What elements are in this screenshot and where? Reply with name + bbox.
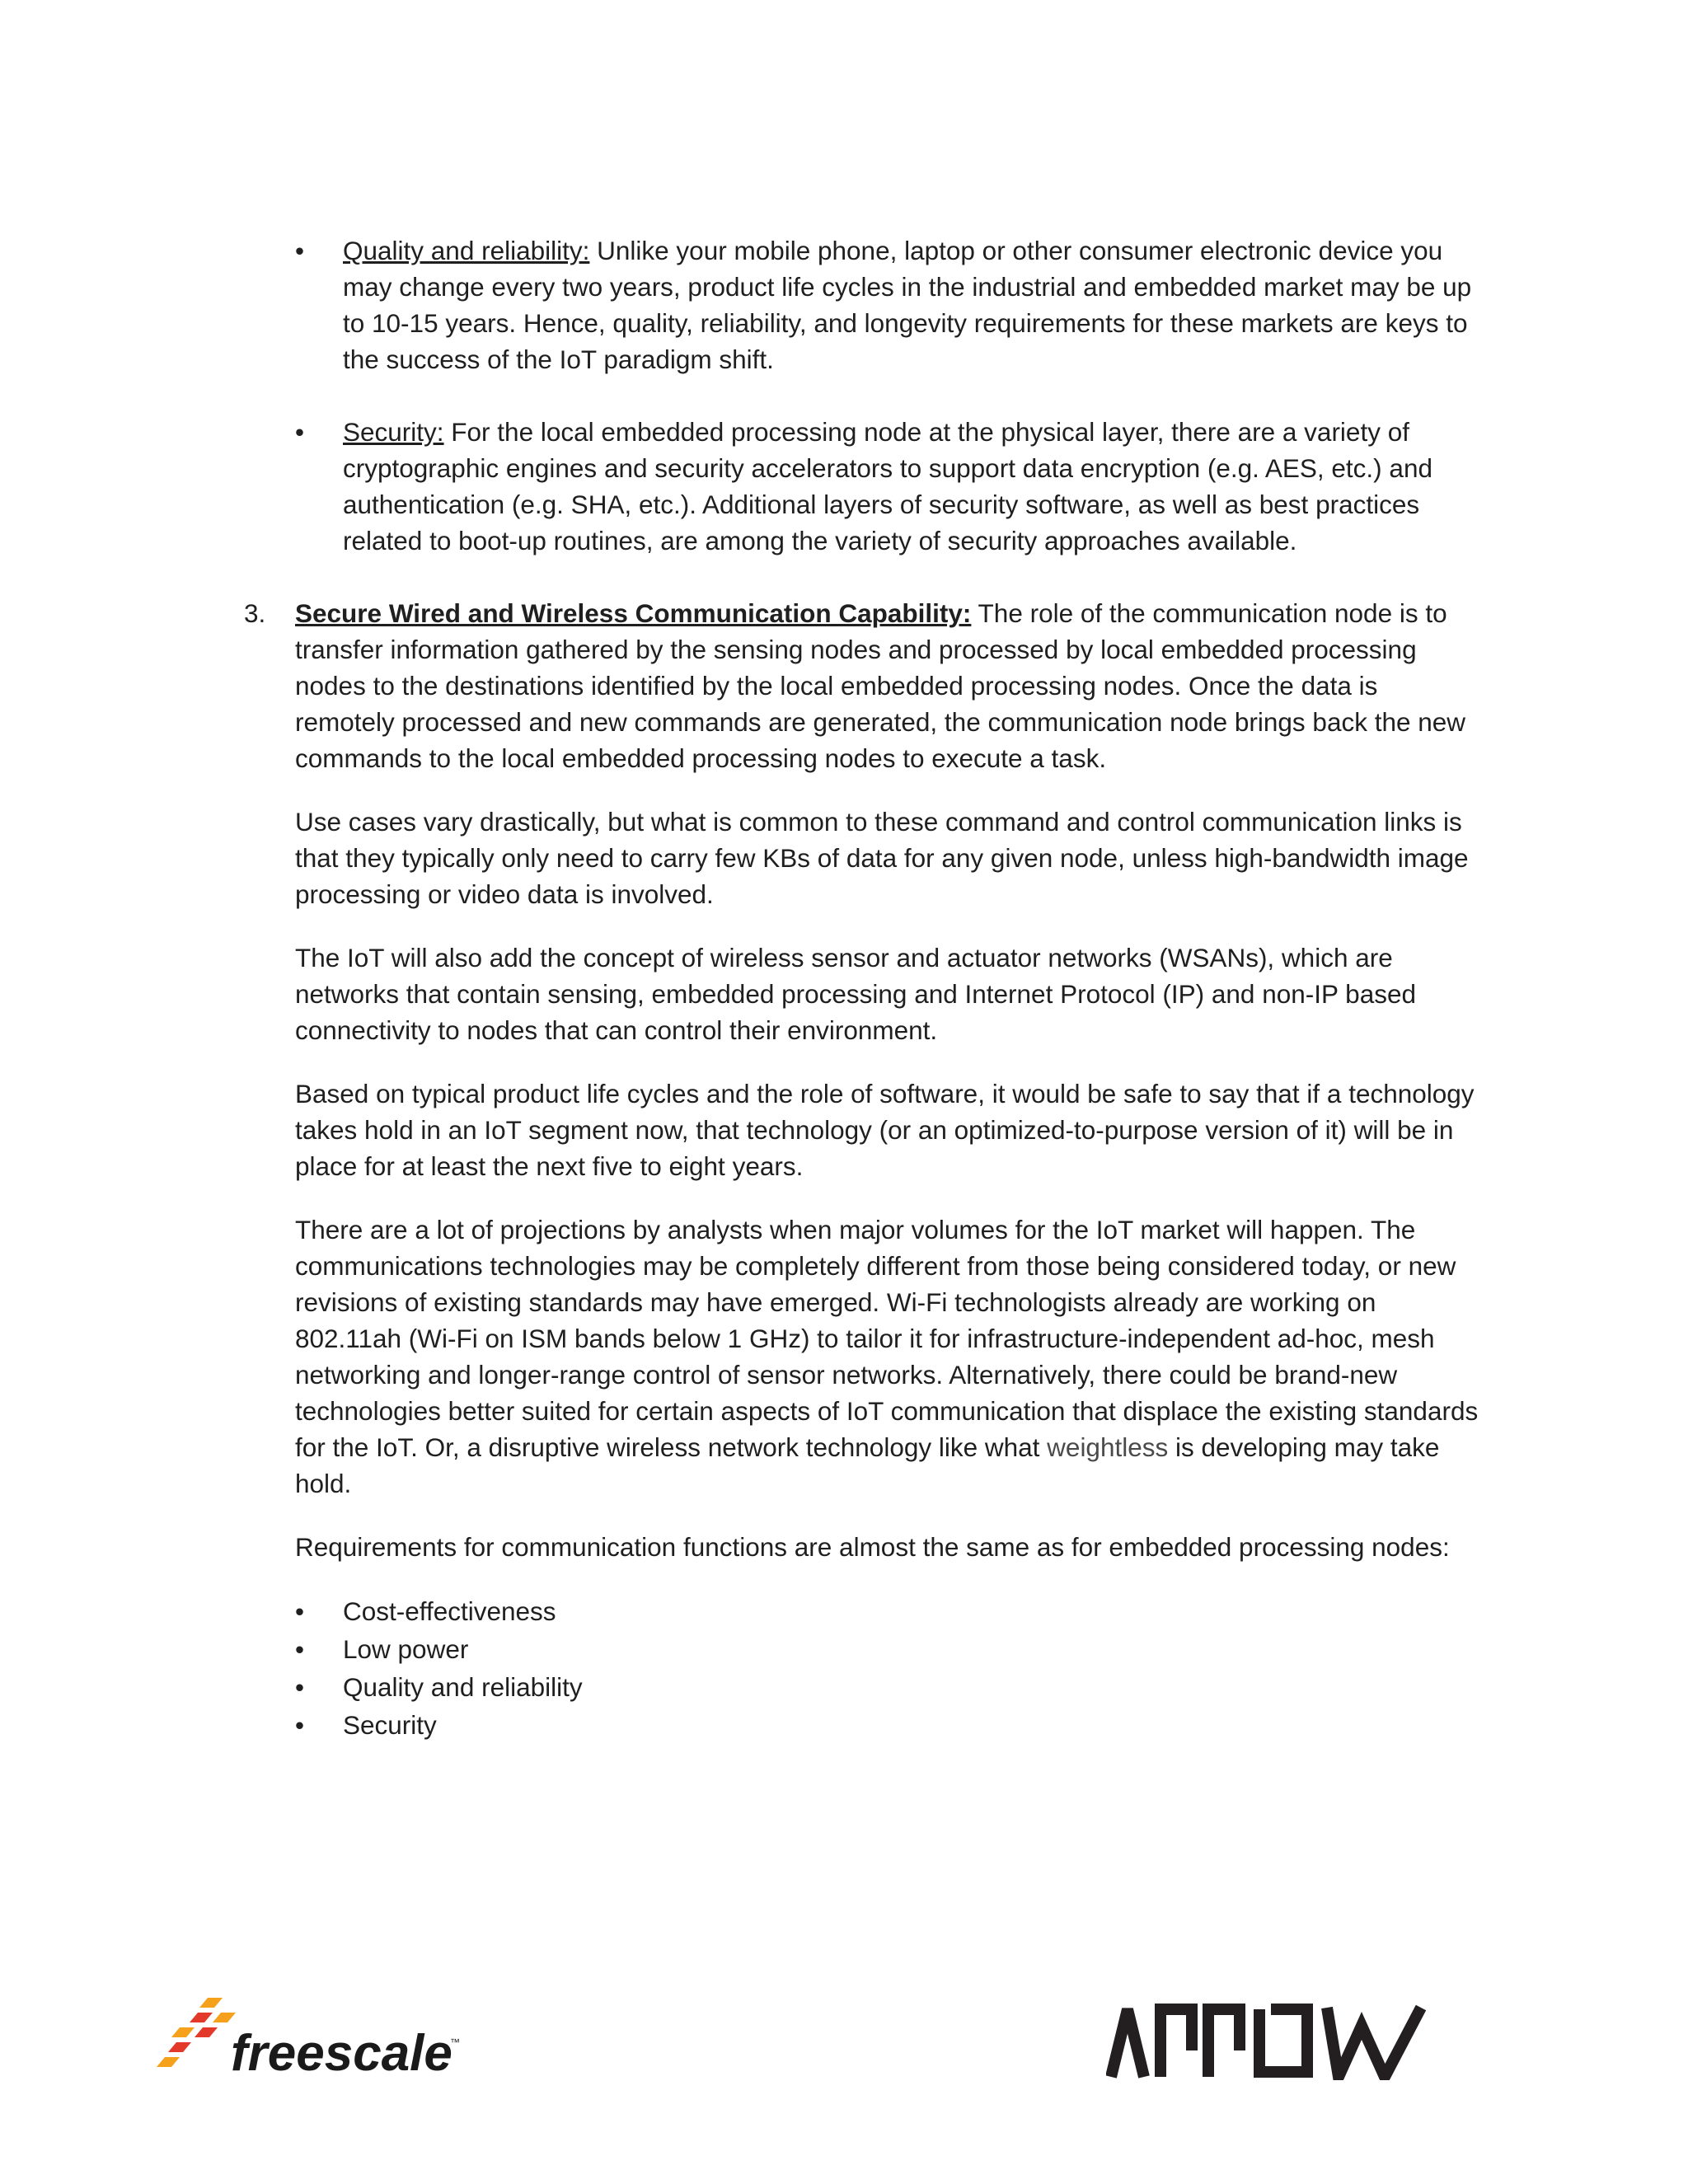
list-item (295, 1592, 1480, 1630)
bullet-quality-reliability (295, 232, 1474, 377)
weightless-link[interactable]: weightless (1047, 1432, 1169, 1462)
paragraph-3: The IoT will also add the concept of wireless sensor and actuator networks (WSANs), which are networks that contain sensing, embedded processing and Internet Protocol (IP) and non-IP based connectivity to nodes that can control their environment. (295, 943, 1417, 1045)
list-item (295, 1668, 1480, 1706)
trademark-symbol: ™ (450, 2036, 460, 2048)
paragraph-5-text-b: is developing may take hold. (295, 1432, 1440, 1498)
paragraph-5 (295, 1212, 1480, 1502)
list-item-text: Cost-effectiveness (343, 1596, 556, 1626)
bullet-icon: • (295, 1596, 305, 1626)
top-bullet-list (295, 232, 1474, 559)
paragraph-5-text-a: There are a lot of projections by analysts when major volumes for the IoT market will happen. The communications technologies may be completely different from those being considered today, or new revisions of existing standards may have emerged. Wi-Fi technologists already are working on 802.11ah (Wi-Fi on ISM bands below 1 GHz) to tailor it for infrastructure-independent ad-hoc, mesh networking and longer-range control of sensor networks. Alternatively, there could be brand-new technologies better suited for certain aspects of IoT communication that displace the existing standards for the IoT. Or, a disruptive wireless network technology like what (295, 1215, 1479, 1462)
paragraph-1-text: The role of the communication node is to transfer information gathered by the sensing nodes and processed by local embedded processing nodes to the destinations identified by the local embedded processing nodes. Once the data is remotely processed and new commands are generated, the communication node brings back the new commands to the local embedded processing nodes to execute a task. (295, 598, 1466, 773)
bullet-title: Quality and reliability: (343, 236, 590, 265)
arrow-logo (1106, 2001, 1428, 2080)
section-number: 3. (244, 598, 266, 628)
paragraph-4: Based on typical product life cycles and the role of software, it would be safe to say that if a technology takes hold in an IoT segment now, that technology (or an optimized-to-purpose version of it) will be in place for at least the next five to eight years. (295, 1079, 1475, 1181)
freescale-logo (157, 1994, 470, 2085)
bullet-title: Security: (343, 417, 444, 447)
section-3 (244, 595, 1480, 1744)
bullet-icon: • (295, 236, 305, 265)
list-item-text: Quality and reliability (343, 1672, 583, 1702)
bullet-icon: • (295, 1710, 305, 1740)
paragraph-2: Use cases vary drastically, but what is common to these command and control communication links is that they typically only need to carry few KBs of data for any given node, unless high-bandwidth image processing or video data is involved. (295, 807, 1469, 909)
paragraph-1 (295, 595, 1480, 776)
section-body (295, 595, 1480, 1744)
list-item (295, 1706, 1480, 1744)
freescale-mark-icon (157, 1998, 236, 2067)
bullet-text: For the local embedded processing node at the physical layer, there are a variety of cryptographic engines and security accelerators to support data encryption (e.g. AES, etc.) and authentication (e.g. SHA, etc.). Additional layers of security software, as well as best practices related to boot-up routines, are among the variety of security approaches available. (343, 417, 1432, 555)
paragraph-6: Requirements for communication functions are almost the same as for embedded processing nodes: (295, 1532, 1450, 1562)
bullet-security (295, 414, 1474, 559)
bullet-icon: • (295, 1634, 305, 1664)
list-item-text: Low power (343, 1634, 469, 1664)
bullet-icon: • (295, 417, 305, 447)
bullet-icon: • (295, 1672, 305, 1702)
arrow-wordmark-icon (1111, 2008, 1421, 2077)
section-heading: Secure Wired and Wireless Communication Capability: (295, 598, 972, 628)
list-item (295, 1630, 1480, 1668)
bullet-text: Unlike your mobile phone, laptop or other consumer electronic device you may change every two years, product life cycles in the industrial and embedded market may be up to 10-15 years. Hence, quality, reliability, and longevity requirements for these markets are keys to the success of the IoT paradigm shift. (343, 236, 1472, 374)
requirements-list (295, 1592, 1480, 1744)
freescale-wordmark: freescale (231, 2025, 452, 2082)
list-item-text: Security (343, 1710, 437, 1740)
